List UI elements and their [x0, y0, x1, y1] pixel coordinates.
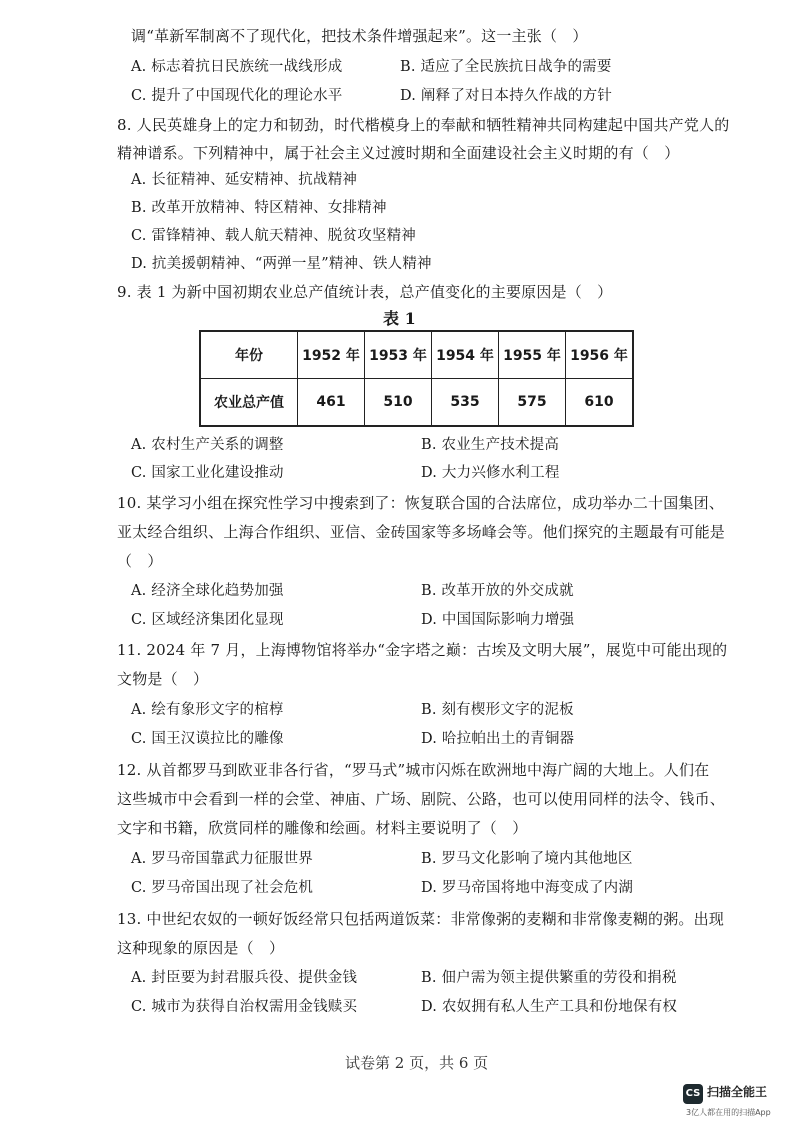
table-cell-value: 610: [566, 379, 634, 427]
table-header-year: 年份: [200, 331, 298, 379]
q9-option-a: A. 农村生产关系的调整: [131, 437, 284, 453]
page-footer: 试卷第 2 页，共 6 页: [345, 1054, 489, 1072]
q8-stem-line1: 8. 人民英雄身上的定力和韧劲，时代楷模身上的奉献和牺牲精神共同构建起中国共产党人的: [117, 116, 730, 134]
q12-option-d: D. 罗马帝国将地中海变成了内湖: [421, 880, 634, 896]
q10-stem-line1: 10. 某学习小组在探究性学习中搜索到了：恢复联合国的合法席位，成功举办二十国集团、: [117, 494, 725, 512]
q8-stem-line2: 精神谱系。下列精神中，属于社会主义过渡时期和全面建设社会主义时期的有（ ）: [117, 144, 680, 162]
q13-option-a: A. 封臣要为封君服兵役、提供金钱: [131, 970, 358, 986]
q8-option-a: A. 长征精神、延安精神、抗战精神: [131, 172, 358, 188]
q11-stem-line1: 11. 2024 年 7 月，上海博物馆将举办“金字塔之巅：古埃及文明大展”，展览中可能出现的: [117, 641, 728, 659]
table-cell-year: 1953 年: [365, 331, 432, 379]
table-cell-value: 510: [365, 379, 432, 427]
q10-option-b: B. 改革开放的外交成就: [421, 583, 574, 599]
q9-option-d: D. 大力兴修水利工程: [421, 465, 560, 481]
q12-stem-line3: 文字和书籍，欣赏同样的雕像和绘画。材料主要说明了（ ）: [117, 819, 528, 837]
q7-stem-tail: 调“革新军制离不了现代化，把技术条件增强起来”。这一主张（ ）: [131, 27, 588, 45]
table-cell-year: 1955 年: [499, 331, 566, 379]
q13-stem-line1: 13. 中世纪农奴的一顿好饭经常只包括两道饭菜：非常像粥的麦糊和非常像麦糊的粥。出现: [117, 910, 725, 928]
q13-option-b: B. 佃户需为领主提供繁重的劳役和捐税: [421, 970, 677, 986]
q9-stem: 9. 表 1 为新中国初期农业总产值统计表，总产值变化的主要原因是（ ）: [117, 283, 613, 301]
table-header-value: 农业总产值: [200, 379, 298, 427]
q8-option-d: D. 抗美援朝精神、“两弹一星”精神、铁人精神: [131, 256, 432, 272]
q13-option-c: C. 城市为获得自治权需用金钱赎买: [131, 999, 358, 1015]
q10-option-c: C. 区域经济集团化显现: [131, 612, 284, 628]
q10-stem-line3: （ ）: [117, 552, 163, 570]
q7-option-c: C. 提升了中国现代化的理论水平: [131, 88, 343, 104]
q11-stem-line2: 文物是（ ）: [117, 670, 209, 688]
q12-option-b: B. 罗马文化影响了境内其他地区: [421, 851, 633, 867]
q11-option-a: A. 绘有象形文字的棺椁: [131, 702, 284, 718]
agri-output-table: [199, 330, 634, 427]
q8-option-b: B. 改革开放精神、特区精神、女排精神: [131, 200, 387, 216]
q7-option-b: B. 适应了全民族抗日战争的需要: [400, 59, 612, 75]
q12-option-a: A. 罗马帝国靠武力征服世界: [131, 851, 313, 867]
q7-option-a: A. 标志着抗日民族统一战线形成: [131, 59, 343, 75]
q13-option-d: D. 农奴拥有私人生产工具和份地保有权: [421, 999, 678, 1015]
q10-option-a: A. 经济全球化趋势加强: [131, 583, 284, 599]
camscanner-tagline: 3亿人都在用的扫描App: [686, 1108, 771, 1117]
q10-option-d: D. 中国国际影响力增强: [421, 612, 575, 628]
camscanner-logo-icon: CS: [683, 1084, 703, 1104]
q9-option-c: C. 国家工业化建设推动: [131, 465, 284, 481]
q11-option-d: D. 哈拉帕出土的青铜器: [421, 731, 575, 747]
q12-stem-line1: 12. 从首都罗马到欧亚非各行省，“罗马式”城市闪烁在欧洲地中海广阔的大地上。人们在: [117, 761, 710, 779]
camscanner-name: 扫描全能王: [707, 1085, 768, 1099]
q10-stem-line2: 亚太经合组织、上海合作组织、亚信、金砖国家等多场峰会等。他们探究的主题最有可能是: [117, 523, 726, 541]
q12-option-c: C. 罗马帝国出现了社会危机: [131, 880, 314, 896]
q7-option-d: D. 阐释了对日本持久作战的方针: [400, 88, 613, 104]
q9-option-b: B. 农业生产技术提高: [421, 437, 560, 453]
table-cell-year: 1952 年: [298, 331, 365, 379]
table-cell-year: 1954 年: [432, 331, 499, 379]
q12-stem-line2: 这些城市中会看到一样的会堂、神庙、广场、剧院、公路，也可以使用同样的法令、钱币、: [117, 790, 726, 808]
table-cell-value: 535: [432, 379, 499, 427]
table-cell-value: 461: [298, 379, 365, 427]
q13-stem-line2: 这种现象的原因是（ ）: [117, 939, 285, 957]
q11-option-b: B. 刻有楔形文字的泥板: [421, 702, 574, 718]
table-row-value: [200, 379, 633, 427]
table-row-year: [200, 331, 633, 379]
table-cell-year: 1956 年: [566, 331, 634, 379]
q11-option-c: C. 国王汉谟拉比的雕像: [131, 731, 284, 747]
table-cell-value: 575: [499, 379, 566, 427]
table-caption: 表 1: [383, 309, 416, 328]
q8-option-c: C. 雷锋精神、载人航天精神、脱贫攻坚精神: [131, 228, 416, 244]
